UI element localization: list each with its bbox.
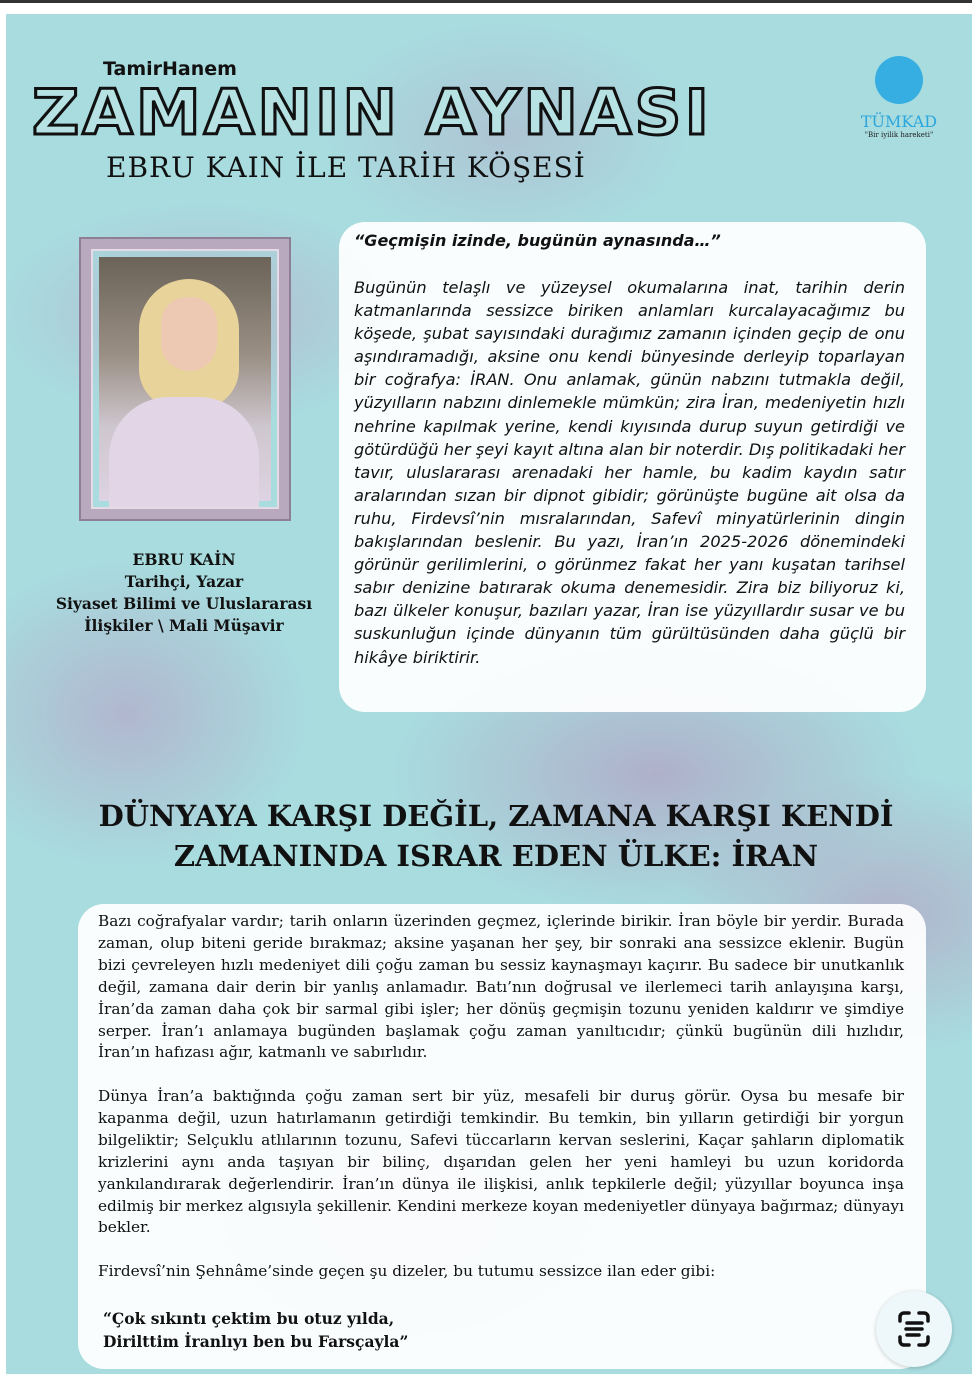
article-heading: DÜNYAYA KARŞI DEĞİL, ZAMANA KARŞI KENDİ ZAMANINDA ISRAR EDEN ÜLKE: İRAN [98, 799, 894, 873]
column-subtitle: EBRU KAIN İLE TARİH KÖŞESİ [106, 151, 586, 184]
verse-quote [103, 1307, 408, 1353]
author-role: Tarihçi, Yazar [124, 572, 244, 591]
intro-card [339, 222, 926, 712]
tumkad-logo [854, 56, 944, 139]
article-paragraph: Firdevsî’nin Şehnâme’sinde geçen şu dizeler, bu tutumu sessizce ilan eder gibi: [98, 1262, 716, 1280]
author-field: İlişkiler \ Mali Müşavir [84, 616, 284, 635]
author-photo-frame [81, 239, 289, 519]
intro-quote: “Geçmişin izinde, bugünün aynasında…” [354, 231, 721, 250]
article-paragraph: Bazı coğrafyalar vardır; tarih onların üzerinden geçmez, içlerinde birikir. İran böyle bir yerdir. Burada zaman, olup biteni geride bırakmaz; aksine yaşanan her şey, bir sonraki ana sessizce eklenir. Bugün bizi çevreleyen hızlı medeniyet dili çoğu zaman bu sessiz kaynaşmayı kaçırır. Bu sadece bir unutkanlık değil, zamana dair derin bir yanlış anlamadır. Batı’nın doğrusal ve ilerlemeci tarih anlayışına karşı, İran’da zaman daha çok bir sarmal gibi işler; her dönüş geçmişin tozunu yeniden kaldırır ve şimdiye serper. İran’ı anlamaya bugünden başlamak çoğu zaman yanıltıcıdır; çünkü bugünün dili hızlıdır, İran’ın hafızası ağır, katmanlı ve sabırlıdır. [98, 912, 904, 1062]
author-name: EBRU KAİN [132, 550, 236, 569]
article-paragraph: Dünya İran’a baktığında çoğu zaman sert bir yüz, mesafeli bir duruş görür. Oysa bu mesafe bir kapanma değil, uzun hatırlamanın getirdiği temkindir. Bu temkin, bin yılların getirdiği bir yorgun bilgeliktir; Selçuklu atlılarının tozunu, Safevi tüccarların kervan seslerini, Kaçar şahların diplomatik krizlerini aynı anda taşıyan bir bilinç, dışarıdan gelen her yeni hamleyi bu uzun koridorda yankılandırarak değerlendirir. İran’ın dünya ile ilişkisi, anlık tepkilerle değil; yüzyıllar boyunca inşa edilmiş bir merkez algısıyla şekillenir. Kendini merkeze koyan medeniyetler dünyaya bağırmaz; dünyayı bekler. [98, 1087, 904, 1237]
article-card [78, 904, 926, 1369]
author-photo [99, 257, 271, 501]
verse-line: Dirilttim İranlıyı ben bu Farsçayla” [103, 1332, 409, 1351]
tree-icon [875, 56, 923, 104]
magazine-page [6, 14, 972, 1374]
scan-text-button[interactable] [876, 1291, 952, 1367]
logo-motto: "Bir iyilik hareketi" [864, 131, 934, 139]
column-title: ZAMANIN AYNASI [32, 76, 712, 149]
brand-name: TamirHanem [103, 58, 237, 80]
page-edge [972, 0, 980, 1374]
author-field: Siyaset Bilimi ve Uluslararası [55, 594, 313, 613]
scan-text-icon [876, 1291, 952, 1367]
verse-line: “Çok sıkıntı çektim bu otuz yılda, [103, 1309, 395, 1328]
author-caption [46, 549, 322, 637]
top-bar [0, 0, 980, 3]
logo-name: TÜMKAD [860, 112, 938, 131]
intro-paragraph: Bugünün telaşlı ve yüzeysel okumalarına inat, tarihin derin katmanlarında sessizce biriken anlamları kurcalayacağımız bu köşede, şubat sayısındaki durağımız zamanın içinden geçip de onu aşındıramadığı, aksine onu kendi bünyesinde derleyip toparlayan bir coğrafya: İRAN. Onu anlamak, günün nabzını tutmakla değil, yüzyılların nabzını dinlemekle mümkün; zira İran, medeniyetin hızlı nehrine kapılmak yerine, kendi kıyısında durup suyun getirdiği ve götürdüğü her şeyi kayıt altına alan bir noterdir. Dış politikadaki her tavır, uluslararası arenadaki her hamle, bu kadim kaydın satır aralarından sızan bir dipnot gibidir; görünüşte bugüne ait olsa da ruhu, Firdevsî’nin mısralarından, Safevî minyatürlerinin dingin bakışlarından beslenir. Bu yazı, İran’ın 2025-2026 dönemindeki görünür gerilimlerini, o görünmez fakat her yanı kuşatan tarihsel sabır denizine batırarak okuma denemesidir. Zira biz biliyoruz ki, bazı ülkeler konuşur, bazıları yazar, İran ise yüzyıllardır susar ve bu suskunluğun içinde dünyanın tüm gürültüsünden daha güçlü bir hikâye biriktirir. [354, 278, 905, 667]
